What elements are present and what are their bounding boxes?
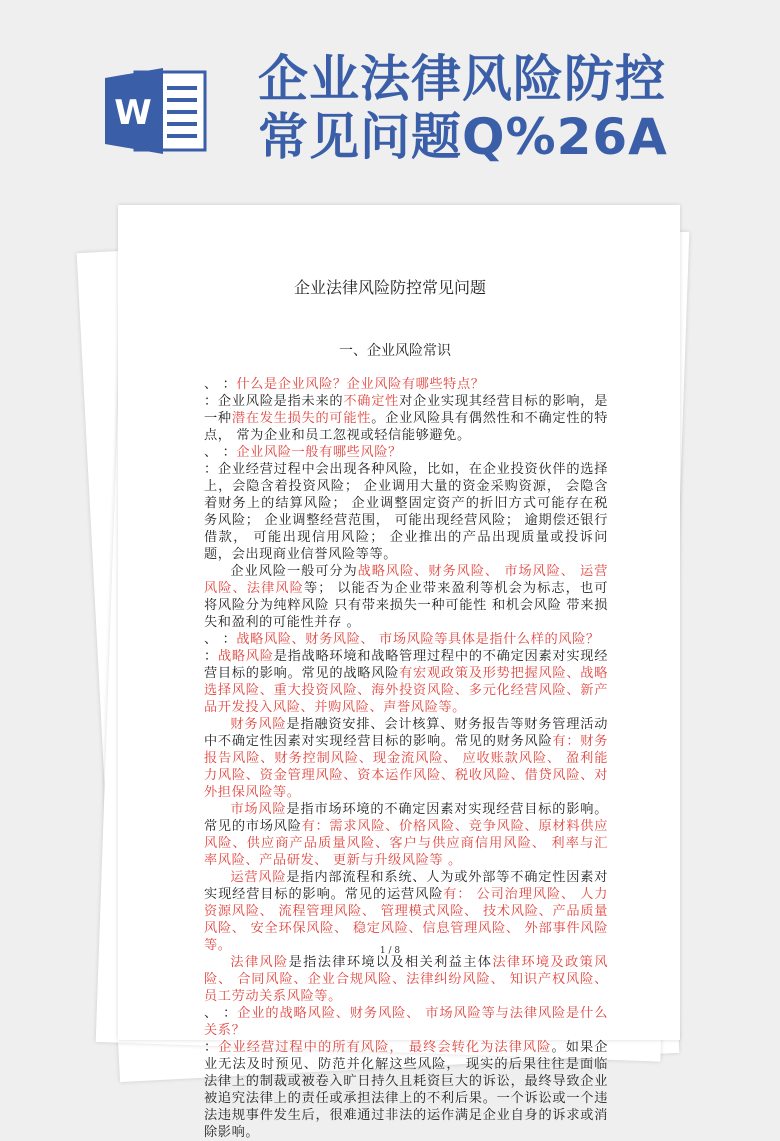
text-run: ：	[204, 1040, 219, 1055]
header-title	[258, 50, 668, 166]
text-run: ：	[204, 649, 218, 664]
highlighted-text: 战略风险、财务风险、 市场风险等具体是指什么样的风险？	[236, 632, 600, 647]
text-run: 是指法律环境以及相关利益主体	[288, 955, 493, 970]
highlighted-text: 有： 公司治理风险、 人力资源风险、 流程管理风险、 管理模式风险、 技术风险、产品质量风险、 安全环保风险、 稳定风险、信息管理风险、 外部事件风险等。	[204, 887, 609, 953]
highlighted-text: 财务风险	[230, 717, 287, 732]
svg-text:W: W	[114, 93, 152, 133]
text-run: 、 ：	[204, 1006, 238, 1021]
text-run: ：企业风险是指未来的	[204, 394, 344, 409]
text-run: 是指融资安排、会计核算、财务报告等财务管理活动中不确定性因素对实现经营目标的影响。常见的财务风险	[204, 717, 608, 749]
text-run: 对企业实现其经营目标的影响，是一种	[204, 394, 608, 426]
text-run: 。企业风险具有偶然性和不确定性的特点， 常为企业和员工忽视或轻信能够避免。	[204, 411, 608, 443]
highlighted-text: 不确定性	[343, 394, 400, 409]
highlighted-text: 潜在发生损失的可能性	[231, 411, 372, 426]
highlighted-text: 法律环境及政策风险、 合同风险、企业合规风险、法律纠纷风险、 知识产权风险、员工劳动关系风险等。	[204, 955, 608, 1004]
text-run: 是指战略环境和战略管理过程中的不确定因素对实现经营目标的影响。常见的战略风险	[204, 649, 608, 681]
text-run: 、 ：	[204, 377, 237, 392]
header-title-line2: 常见问题Q%26A	[258, 108, 668, 166]
paragraph	[204, 631, 608, 648]
highlighted-text: 战略风险	[217, 649, 274, 664]
section-heading: 一、企业风险常识	[339, 343, 451, 359]
highlighted-text: 战略风险、财务风险、 市场风险、 运营风险、法律风险	[204, 564, 608, 596]
highlighted-text: 企业风险一般有哪些风险？	[236, 445, 402, 460]
document-body	[204, 376, 608, 1141]
paragraph	[204, 801, 608, 869]
text-run: 。如果企业无法及时预见、防范并化解这些风险， 现实的后果往往是面临法律上的制裁或被卷入旷日持久且耗资巨大的诉讼，最终导致企业被追究法律上的责任或承担法律上的不利后果。一个诉讼或一个违法违规事件发生后，很难通过非法的运作满足企业自身的诉求或消除影响。	[204, 1040, 608, 1140]
paragraph	[204, 954, 608, 1005]
paragraph	[204, 869, 608, 954]
text-run: 是指市场环境的不确定因素对实现经营目标的影响。 常见的市场风险	[204, 802, 608, 834]
document-title: 企业法律风险防控常见问题	[293, 278, 486, 297]
page-number: 1 / 8	[379, 946, 401, 956]
highlighted-text: 企业经营过程中的所有风险， 最终会转化为法律风险	[218, 1040, 552, 1055]
text-run: 、 ：	[204, 445, 237, 460]
paragraph	[204, 461, 608, 563]
paragraph	[204, 393, 608, 444]
highlighted-text: 有宏观政策及形势把握风险、战略选择风险、重大投资风险、海外投资风险、多元化经营风险、新产品开发投入风险、并购风险、声誉风险等。	[204, 666, 608, 715]
paragraph	[204, 648, 608, 716]
highlighted-text: 有：财务报告风险、财务控制风险、现金流风险、 应收账款风险、 盈利能力风险、资金管理风险、资本运作风险、税收风险、借贷风险、对外担保风险等。	[204, 734, 609, 800]
paragraph	[204, 563, 608, 631]
word-doc-icon	[105, 68, 207, 154]
text-run: ：企业经营过程中会出现各种风险，比如，在企业投资伙伴的选择上，会隐含着投资风险； 企业调用大量的资金采购资源， 会隐含着财务上的结算风险； 企业调整固定资产的折旧方式可能存在税务风险； 企业调整经营范围， 可能出现经营风险； 逾期偿还银行借款， 可能出现信用风险； 企业推出的产品出现质量或投诉问题，会出现商业信誉风险等等。	[204, 462, 608, 562]
paragraph	[204, 1005, 608, 1039]
highlighted-text: 运营风险	[230, 870, 287, 885]
highlighted-text: 市场风险	[230, 802, 287, 817]
text-run: 企业风险一般可分为	[230, 564, 358, 579]
text-run: 等； 以能否为企业带来盈利等机会为标志，也可将风险分为纯粹风险 只有带来损失一种可能性 和机会风险 带来损失和盈利的可能性并存 。	[204, 581, 609, 630]
paragraph	[204, 444, 608, 461]
header-title-line1: 企业法律风险防控	[258, 50, 666, 108]
text-run: 、 ：	[204, 632, 237, 647]
highlighted-text: 法律风险	[230, 955, 289, 970]
highlighted-text: 企业的战略风险、财务风险、 市场风险等与法律风险是什么关系？	[204, 1006, 608, 1038]
paragraph	[204, 376, 608, 393]
text-run: 是指内部流程和系统、人为或外部等不确定性因素对实现经营目标的影响。常见的运营风险	[204, 870, 608, 902]
highlighted-text: 有：需求风险、价格风险、竞争风险、原材料供应风险、供应商产品质量风险、客户与供应商信用风险、 利率与汇率风险、产品研发、 更新与升级风险等 。	[204, 819, 609, 868]
paragraph	[204, 716, 608, 801]
highlighted-text: 什么是企业风险？企业风险有哪些特点？	[236, 377, 485, 392]
paragraph	[204, 1039, 608, 1141]
